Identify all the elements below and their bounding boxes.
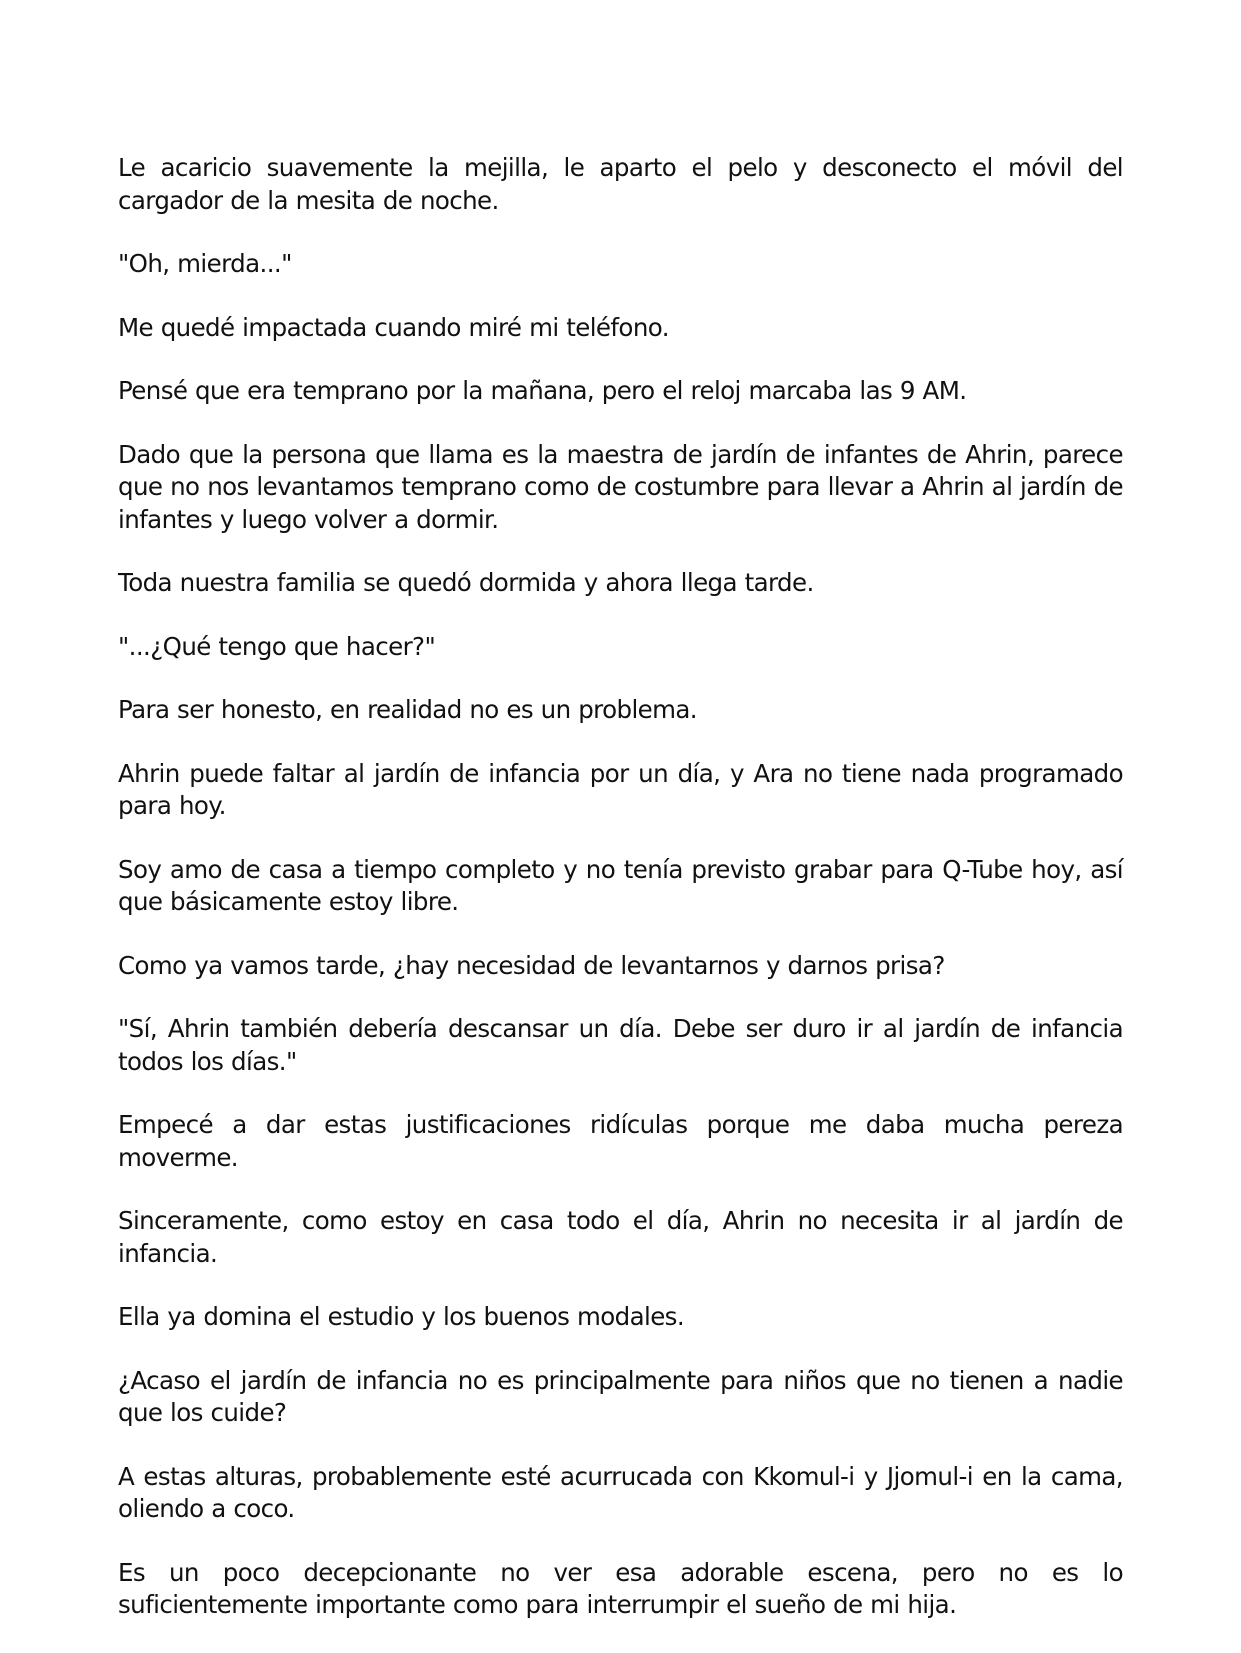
- paragraph: "...¿Qué tengo que hacer?": [118, 631, 436, 661]
- paragraph: Dado que la persona que llama es la maestra de jardín de infantes de Ahrin, parece que no nos levantamos temprano como de costumbre para llevar a Ahrin al jardín de infantes y luego volver a dormir.: [118, 439, 1123, 534]
- paragraph: Me quedé impactada cuando miré mi teléfono.: [118, 312, 669, 342]
- paragraph: A estas alturas, probablemente esté acurrucada con Kkomul-i y Jjomul-i en la cama, oliendo a coco.: [118, 1461, 1123, 1523]
- paragraph: Como ya vamos tarde, ¿hay necesidad de levantarnos y darnos prisa?: [118, 950, 945, 980]
- paragraph: "Oh, mierda...": [118, 249, 292, 278]
- paragraph: Ella ya domina el estudio y los buenos modales.: [118, 1302, 685, 1331]
- paragraph: "Sí, Ahrin también debería descansar un día. Debe ser duro ir al jardín de infancia todos los días.": [118, 1014, 1123, 1076]
- paragraph: Sinceramente, como estoy en casa todo el día, Ahrin no necesita ir al jardín de infancia.: [118, 1206, 1123, 1268]
- paragraph: Es un poco decepcionante no ver esa adorable escena, pero no es lo suficientemente importante como para interrumpir el sueño de mi hija.: [118, 1557, 1123, 1619]
- paragraph: Ahrin puede faltar al jardín de infancia por un día, y Ara no tiene nada programado para hoy.: [118, 758, 1123, 820]
- paragraph: ¿Acaso el jardín de infancia no es principalmente para niños que no tienen a nadie que los cuide?: [118, 1365, 1123, 1427]
- paragraph: Para ser honesto, en realidad no es un problema.: [118, 695, 697, 724]
- paragraph: Toda nuestra familia se quedó dormida y ahora llega tarde.: [118, 568, 814, 597]
- paragraph: Le acaricio suavemente la mejilla, le aparto el pelo y desconecto el móvil del cargador de la mesita de noche.: [118, 153, 1123, 215]
- document-body: [118, 152, 1123, 1653]
- paragraph: Pensé que era temprano por la mañana, pero el reloj marcaba las 9 AM.: [118, 376, 967, 405]
- paragraph: Soy amo de casa a tiempo completo y no tenía previsto grabar para Q-Tube hoy, así que básicamente estoy libre.: [118, 854, 1123, 916]
- paragraph: Empecé a dar estas justificaciones ridículas porque me daba mucha pereza moverme.: [118, 1110, 1123, 1172]
